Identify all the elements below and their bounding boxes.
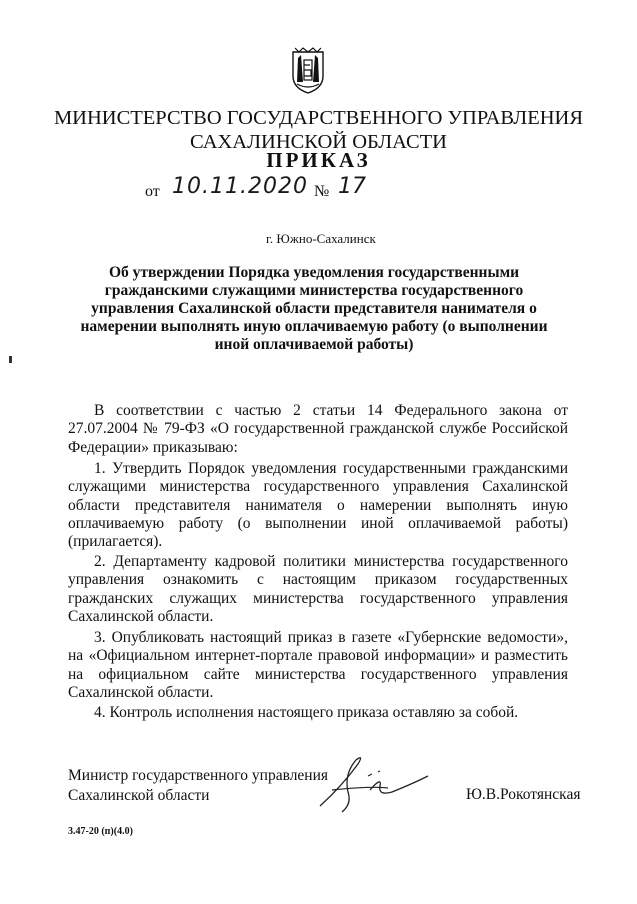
date-value: 10.11.2020 — [172, 174, 308, 199]
order-item-1: 1. Утвердить Порядок уведомления государственными гражданскими служащими министерства государственного управления Сахалинской области представителя нанимателя о намерении выполнять иную оплачиваемую работу (о выполнении иной оплачиваемой работы) (прилагается). — [68, 460, 568, 551]
ministry-name-line2: САХАЛИНСКОЙ ОБЛАСТИ — [190, 131, 447, 153]
preamble-paragraph: В соответствии с частью 2 статьи 14 Федерального закона от 27.07.2004 № 79-ФЗ «О государственной гражданской службе Российской Федерации» приказываю: — [68, 402, 568, 456]
document-type-title: ПРИКАЗ — [266, 148, 371, 172]
coat-of-arms-emblem — [291, 46, 325, 94]
number-value: 17 — [338, 174, 366, 199]
order-item-3: 3. Опубликовать настоящий приказ в газете «Губернские ведомости», на «Официальном интернет-портале правовой информации» и разместить на официальном сайте министерства государственного управления Сахалинской области. — [68, 629, 568, 701]
signatory-position-line1: Министр государственного управления — [68, 767, 329, 784]
ministry-name-line1: МИНИСТЕРСТВО ГОСУДАРСТВЕННОГО УПРАВЛЕНИЯ — [53, 107, 584, 129]
signatory-name: Ю.В.Рокотянская — [466, 786, 581, 803]
document-code: 3.47-20 (п)(4.0) — [68, 826, 133, 837]
margin-mark — [9, 356, 12, 363]
order-item-2: 2. Департаменту кадровой политики министерства государственного управления ознакомить с настоящим приказом государственных гражданских служащих министерства государственного управления Сахалинской области. — [68, 553, 568, 625]
city-line: г. Южно-Сахалинск — [266, 231, 376, 246]
order-subject: Об утверждении Порядка уведомления государственными гражданскими служащими министерства государственного управления Сахалинской области представителя нанимателя о намерении выполнять иную оплачиваемую работу (о выполнении иной оплачиваемой работы) — [80, 264, 548, 353]
number-label: № — [314, 183, 330, 200]
signatory-position-line2: Сахалинской области — [68, 787, 210, 804]
handwritten-signature — [312, 746, 432, 816]
signatory-position — [68, 766, 328, 806]
order-item-4: 4. Контроль исполнения настоящего приказа оставляю за собой. — [94, 704, 519, 721]
date-label: от — [145, 183, 160, 200]
